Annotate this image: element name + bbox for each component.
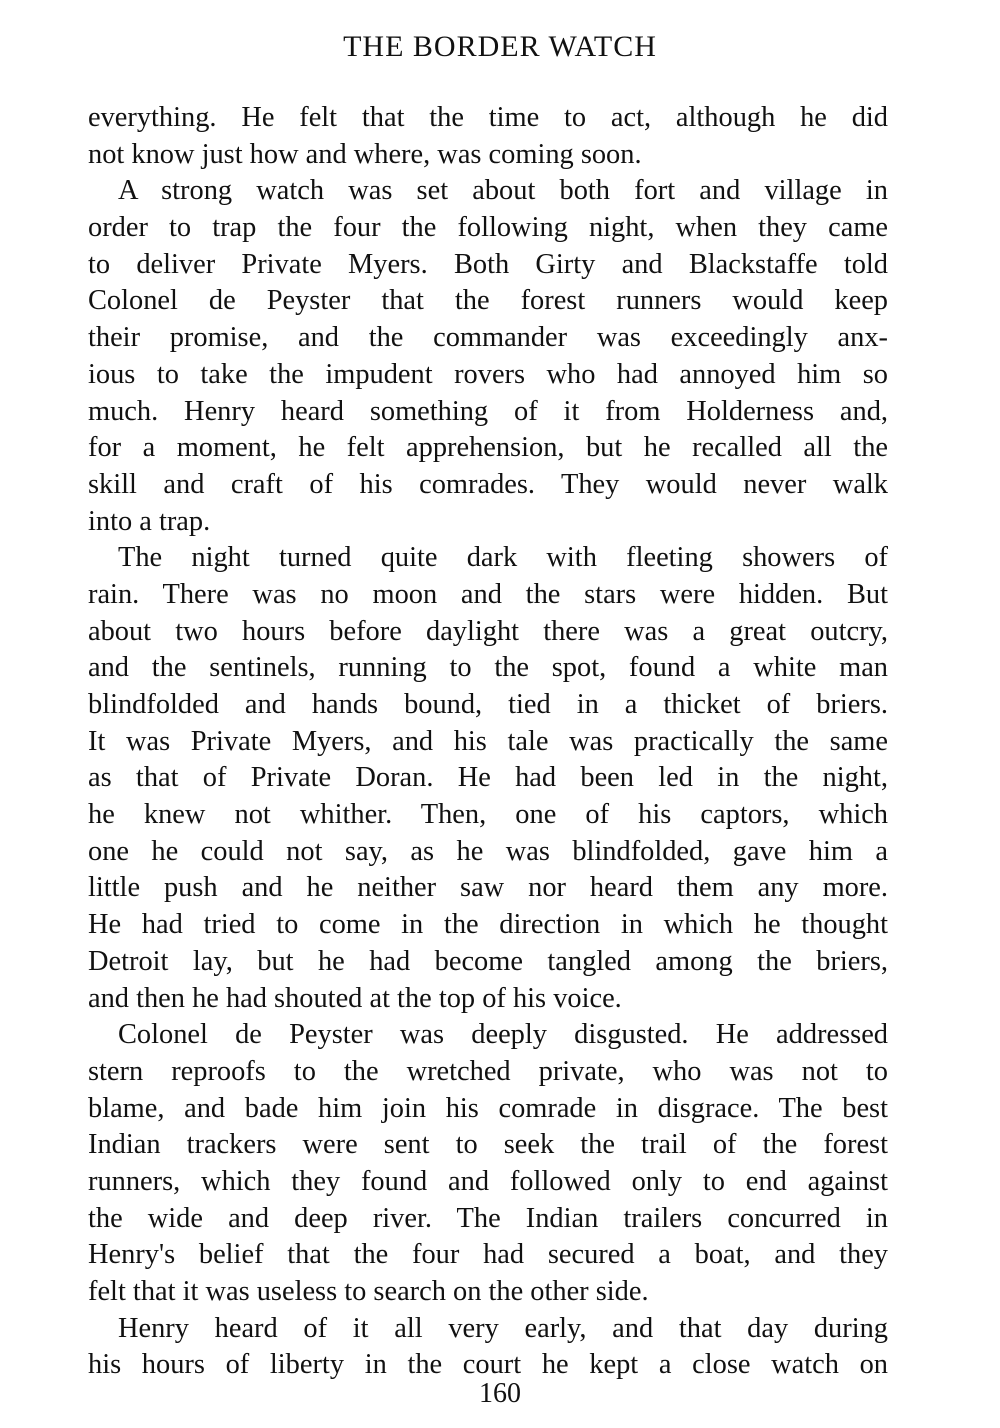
- text-line: the wide and deep river. The Indian trailers concurred in: [88, 1202, 888, 1234]
- text-line: into a trap.: [88, 505, 211, 537]
- text-line: much. Henry heard something of it from Holderness and,: [88, 395, 888, 427]
- text-line: He had tried to come in the direction in which he thought: [88, 909, 888, 941]
- text-line: Henry heard of it all very early, and that day during: [118, 1312, 888, 1344]
- text-line: and the sentinels, running to the spot, found a white man: [88, 652, 888, 684]
- text-line: stern reproofs to the wretched private, who was not to: [88, 1055, 888, 1087]
- text-line: The night turned quite dark with fleeting showers of: [118, 542, 888, 574]
- text-line: Colonel de Peyster was deeply disgusted. He addressed: [118, 1019, 888, 1051]
- text-line: rain. There was no moon and the stars were hidden. But: [88, 578, 888, 610]
- text-line: their promise, and the commander was exceedingly anx-: [88, 322, 888, 354]
- text-line: one he could not say, as he was blindfolded, gave him a: [88, 835, 888, 867]
- text-line: A strong watch was set about both fort and village in: [118, 175, 888, 207]
- text-line: ious to take the impudent rovers who had annoyed him so: [88, 358, 888, 390]
- text-line: skill and craft of his comrades. They would never walk: [88, 468, 888, 500]
- text-line: about two hours before daylight there was a great outcry,: [88, 615, 888, 647]
- text-line: little push and he neither saw nor heard them any more.: [88, 872, 888, 904]
- text-line: Henry's belief that the four had secured a boat, and they: [88, 1239, 888, 1271]
- text-line: as that of Private Doran. He had been led in the night,: [88, 762, 888, 794]
- text-line: Detroit lay, but he had become tangled among the briers,: [88, 945, 888, 977]
- text-line: It was Private Myers, and his tale was practically the same: [88, 725, 888, 757]
- text-line: for a moment, he felt apprehension, but he recalled all the: [88, 432, 888, 464]
- text-line: Indian trackers were sent to seek the trail of the forest: [88, 1129, 888, 1161]
- text-line: runners, which they found and followed only to end against: [88, 1165, 888, 1197]
- page-number: 160: [479, 1378, 521, 1409]
- text-line: blindfolded and hands bound, tied in a thicket of briers.: [88, 689, 888, 720]
- text-line: everything. He felt that the time to act, although he did: [88, 102, 888, 133]
- text-line: he knew not whither. Then, one of his captors, which: [88, 799, 888, 831]
- text-line: to deliver Private Myers. Both Girty and Blackstaffe told: [88, 248, 888, 280]
- text-line: blame, and bade him join his comrade in disgrace. The best: [88, 1092, 888, 1124]
- body-text: [88, 100, 888, 1384]
- text-line: and then he had shouted at the top of his voice.: [88, 982, 622, 1014]
- text-line: his hours of liberty in the court he kept a close watch on: [88, 1349, 888, 1381]
- text-line: order to trap the four the following night, when they came: [88, 212, 888, 244]
- text-line: not know just how and where, was coming soon.: [88, 138, 642, 170]
- text-line: Colonel de Peyster that the forest runners would keep: [88, 285, 888, 317]
- running-head: THE BORDER WATCH: [343, 30, 657, 63]
- text-line: felt that it was useless to search on the other side.: [88, 1276, 649, 1307]
